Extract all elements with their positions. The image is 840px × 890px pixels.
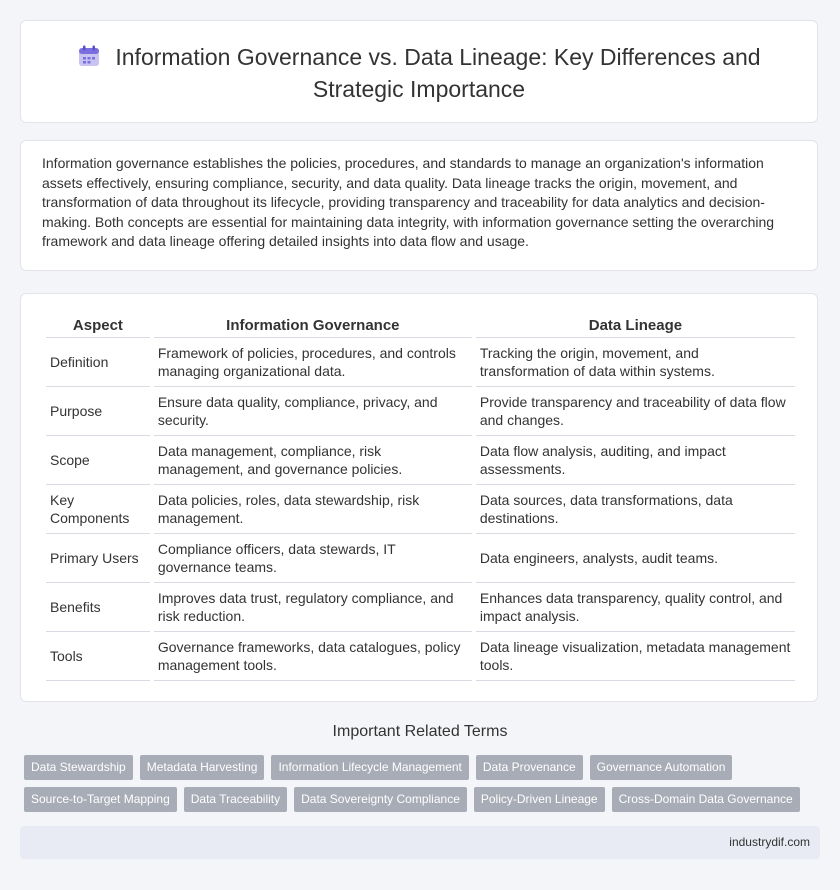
title-line-2: Strategic Importance xyxy=(312,76,526,102)
row-aspect: Purpose xyxy=(46,387,150,436)
row-lineage: Data flow analysis, auditing, and impact assessments. xyxy=(476,436,795,485)
related-term-tag[interactable]: Data Sovereignty Compliance xyxy=(294,787,467,812)
comparison-table xyxy=(42,314,799,681)
table-header-row xyxy=(46,314,795,338)
table-row xyxy=(46,485,795,534)
row-governance: Data management, compliance, risk management, and governance policies. xyxy=(154,436,472,485)
row-aspect: Definition xyxy=(46,338,150,387)
related-term-tag[interactable]: Governance Automation xyxy=(590,755,733,780)
row-governance: Compliance officers, data stewards, IT governance teams. xyxy=(154,534,472,583)
related-term-tag[interactable]: Cross-Domain Data Governance xyxy=(612,787,800,812)
footer-site-link[interactable]: industrydif.com xyxy=(729,835,810,849)
title-card xyxy=(20,20,818,123)
row-lineage: Enhances data transparency, quality control, and impact analysis. xyxy=(476,583,795,632)
row-governance: Improves data trust, regulatory compliance, and risk reduction. xyxy=(154,583,472,632)
table-row xyxy=(46,338,795,387)
row-governance: Ensure data quality, compliance, privacy, and security. xyxy=(154,387,472,436)
title-line-1: Information Governance vs. Data Lineage: Key Differences and xyxy=(115,44,761,70)
related-term-tag[interactable]: Data Traceability xyxy=(184,787,287,812)
comparison-card xyxy=(20,293,818,702)
row-lineage: Data sources, data transformations, data destinations. xyxy=(476,485,795,534)
row-governance: Data policies, roles, data stewardship, risk management. xyxy=(154,485,472,534)
row-aspect: Tools xyxy=(46,632,150,681)
row-aspect: Primary Users xyxy=(46,534,150,583)
page-title xyxy=(21,43,817,104)
row-lineage: Data lineage visualization, metadata management tools. xyxy=(476,632,795,681)
related-terms-row-1 xyxy=(24,755,732,780)
row-lineage: Provide transparency and traceability of data flow and changes. xyxy=(476,387,795,436)
header-data-lineage: Data Lineage xyxy=(476,314,795,338)
table-row xyxy=(46,583,795,632)
calendar-icon xyxy=(77,44,101,75)
row-aspect: Key Components xyxy=(46,485,150,534)
related-term-tag[interactable]: Data Provenance xyxy=(476,755,583,780)
row-governance: Framework of policies, procedures, and controls managing organizational data. xyxy=(154,338,472,387)
related-terms-row-2 xyxy=(24,787,800,812)
row-aspect: Scope xyxy=(46,436,150,485)
table-row xyxy=(46,534,795,583)
related-term-tag[interactable]: Data Stewardship xyxy=(24,755,133,780)
table-row xyxy=(46,632,795,681)
row-governance: Governance frameworks, data catalogues, policy management tools. xyxy=(154,632,472,681)
intro-paragraph: Information governance establishes the policies, procedures, and standards to manage an organization's information assets effectively, ensuring compliance, security, and data quality. Data lineage tracks the origin, movement, and transformation of data throughout its lifecycle, providing transparency and traceability for data analytics and decision-making. Both concepts are essential for maintaining data integrity, with information governance setting the overarching framework and data lineage offering detailed insights into data flow and usage. xyxy=(42,155,775,249)
intro-card xyxy=(20,140,818,271)
row-lineage: Tracking the origin, movement, and transformation of data within systems. xyxy=(476,338,795,387)
header-information-governance: Information Governance xyxy=(154,314,472,338)
related-terms-title: Important Related Terms xyxy=(332,723,508,740)
table-row xyxy=(46,436,795,485)
header-aspect: Aspect xyxy=(46,314,150,338)
related-term-tag[interactable]: Source-to-Target Mapping xyxy=(24,787,177,812)
row-aspect: Benefits xyxy=(46,583,150,632)
related-term-tag[interactable]: Information Lifecycle Management xyxy=(271,755,468,780)
row-lineage: Data engineers, analysts, audit teams. xyxy=(476,534,795,583)
table-row xyxy=(46,387,795,436)
related-term-tag[interactable]: Metadata Harvesting xyxy=(140,755,265,780)
related-term-tag[interactable]: Policy-Driven Lineage xyxy=(474,787,605,812)
footer xyxy=(20,826,820,859)
